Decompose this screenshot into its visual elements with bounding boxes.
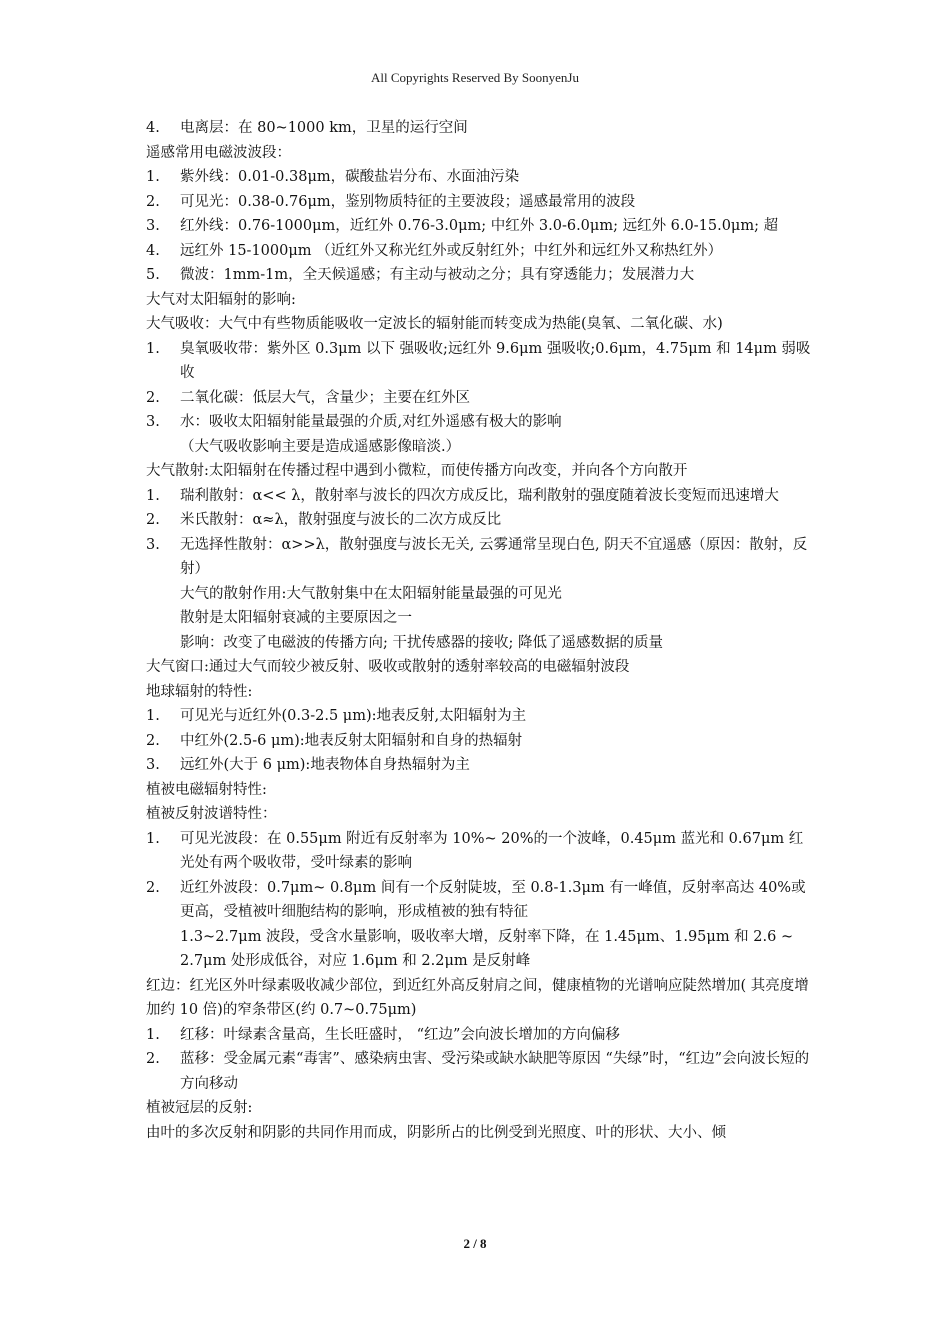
list-text: 红外线：0.76-1000μm，近红外 0.76-3.0μm; 中红外 3.0-6.0μm; 远红外 6.0-15.0μm; 超 xyxy=(180,218,779,234)
list-text: 远红外(大于 6 μm):地表物体自身热辐射为主 xyxy=(180,757,470,773)
list-text: 红移：叶绿素含量高，生长旺盛时， “红边”会向波长增加的方向偏移 xyxy=(180,1026,620,1043)
list-text: 可见光：0.38-0.76μm，鉴别物质特征的主要波段；遥感最常用的波段 xyxy=(180,193,636,210)
list-item xyxy=(146,116,812,141)
list-text: 微波：1mm-1m，全天候遥感；有主动与被动之分；具有穿透能力；发展潜力大 xyxy=(180,267,695,283)
list-item xyxy=(146,410,812,435)
list-item xyxy=(146,1023,812,1048)
list-text: 蓝移：受金属元素“毒害”、感染病虫害、受污染或缺水缺肥等原因 “失绿”时，“红边”会向波长短的方向移动 xyxy=(180,1051,810,1092)
list-number: 4. xyxy=(146,242,160,259)
indented-note: 影响：改变了电磁波的传播方向; 干扰传感器的接收; 降低了遥感数据的质量 xyxy=(180,634,663,651)
list-text: 米氏散射：α≈λ，散射强度与波长的二次方成反比 xyxy=(180,512,502,528)
list-text: 无选择性散射：α>>λ，散射强度与波长无关, 云雾通常呈现白色, 阴天不宜遥感（原因：散射，反射） xyxy=(180,536,808,577)
paragraph: 植被冠层的反射: xyxy=(146,1100,253,1116)
list-item xyxy=(146,704,812,729)
paragraph: 植被电磁辐射特性: xyxy=(146,781,267,798)
list-number: 3. xyxy=(146,757,160,773)
list-text: 可见光与近红外(0.3-2.5 μm):地表反射,太阳辐射为主 xyxy=(180,708,527,724)
list-number: 2. xyxy=(146,732,160,749)
list-number: 1. xyxy=(146,169,160,185)
list-item xyxy=(146,1047,812,1096)
list-number: 2. xyxy=(146,1051,160,1067)
list-number: 5. xyxy=(146,267,160,283)
list-item xyxy=(146,729,812,754)
list-number: 1. xyxy=(146,340,160,357)
list-number: 1. xyxy=(146,487,160,504)
list-number: 1. xyxy=(146,1026,160,1043)
list-text: 瑞利散射：α<< λ，散射率与波长的四次方成反比，瑞利散射的强度随着波长变短而迅速增大 xyxy=(180,487,779,504)
list-item xyxy=(146,753,812,778)
page-header: All Copyrights Reserved By SoonyenJu xyxy=(371,70,579,85)
list-number: 3. xyxy=(146,414,160,430)
list-number: 1. xyxy=(146,708,160,724)
list-text: 可见光波段：在 0.55μm 附近有反射率为 10%~ 20%的一个波峰，0.45μm 蓝光和 0.67μm 红光处有两个吸收带，受叶绿素的影响 xyxy=(180,830,804,871)
paragraph: 遥感常用电磁波波段： xyxy=(146,144,291,161)
list-item xyxy=(146,337,812,386)
list-item xyxy=(146,239,812,264)
paragraph: 大气对太阳辐射的影响: xyxy=(146,291,296,308)
list-item xyxy=(146,484,812,509)
paragraph: 由叶的多次反射和阴影的共同作用而成，阴影所占的比例受到光照度、叶的形状、大小、倾 xyxy=(146,1124,726,1141)
list-number: 2. xyxy=(146,512,160,528)
list-number: 2. xyxy=(146,193,160,210)
paragraph: 地球辐射的特性: xyxy=(146,683,253,700)
list-text: 近红外波段：0.7μm~ 0.8μm 间有一个反射陡坡，至 0.8-1.3μm 有一峰值，反射率高达 40%或更高，受植被叶细胞结构的影响，形成植被的独有特征 xyxy=(180,879,806,920)
list-item xyxy=(146,214,812,239)
indented-note: （大气吸收影响主要是造成遥感影像暗淡.） xyxy=(180,438,461,455)
page-content xyxy=(146,116,812,1145)
paragraph: 红边：红光区外叶绿素吸收减少部位，到近红外高反射肩之间，健康植物的光谱响应陡然增加( 其亮度增加约 10 倍)的窄条带区(约 0.7~0.75μm) xyxy=(146,977,809,1018)
list-number: 3. xyxy=(146,218,160,234)
list-item xyxy=(146,508,812,533)
list-item xyxy=(146,876,812,925)
list-item xyxy=(146,827,812,876)
indented-note: 1.3~2.7μm 波段，受含水量影响，吸收率大增，反射率下降，在 1.45μm、1.95μm 和 2.6 ~ 2.7μm 处形成低谷，对应 1.6μm 和 2.2μm 是反射峰 xyxy=(180,928,794,969)
indented-note: 散射是太阳辐射衰减的主要原因之一 xyxy=(180,610,412,626)
list-text: 中红外(2.5-6 μm):地表反射太阳辐射和自身的热辐射 xyxy=(180,732,523,749)
list-item xyxy=(146,190,812,215)
list-text: 水：吸收太阳辐射能量最强的介质,对红外遥感有极大的影响 xyxy=(180,414,562,430)
indented-note: 大气的散射作用:大气散射集中在太阳辐射能量最强的可见光 xyxy=(180,585,562,602)
list-number: 2. xyxy=(146,879,160,896)
paragraph: 植被反射波谱特性： xyxy=(146,806,277,822)
paragraph: 大气窗口:通过大气而较少被反射、吸收或散射的透射率较高的电磁辐射波段 xyxy=(146,659,630,675)
list-text: 电离层：在 80~1000 km，卫星的运行空间 xyxy=(180,120,468,136)
list-text: 二氧化碳：低层大气，含量少；主要在红外区 xyxy=(180,389,470,406)
list-text: 远红外 15-1000μm （近红外又称光红外或反射红外；中红外和远红外又称热红外） xyxy=(180,242,723,259)
list-number: 1. xyxy=(146,830,160,847)
list-item xyxy=(146,165,812,190)
list-text: 臭氧吸收带：紫外区 0.3μm 以下 强吸收;远红外 9.6μm 强吸收;0.6μm，4.75μm 和 14μm 弱吸收 xyxy=(180,340,811,381)
list-item xyxy=(146,533,812,582)
paragraph: 大气散射:太阳辐射在传播过程中遇到小微粒，而使传播方向改变，并向各个方向散开 xyxy=(146,463,688,479)
list-text: 紫外线：0.01-0.38μm，碳酸盐岩分布、水面油污染 xyxy=(180,169,520,185)
paragraph: 大气吸收：大气中有些物质能吸收一定波长的辐射能而转变成为热能(臭氧、二氧化碳、水) xyxy=(146,316,723,332)
list-number: 3. xyxy=(146,536,160,553)
list-number: 2. xyxy=(146,389,160,406)
list-item xyxy=(146,386,812,411)
page-number: 2 / 8 xyxy=(463,1236,487,1251)
list-number: 4. xyxy=(146,120,160,136)
list-item xyxy=(146,263,812,288)
